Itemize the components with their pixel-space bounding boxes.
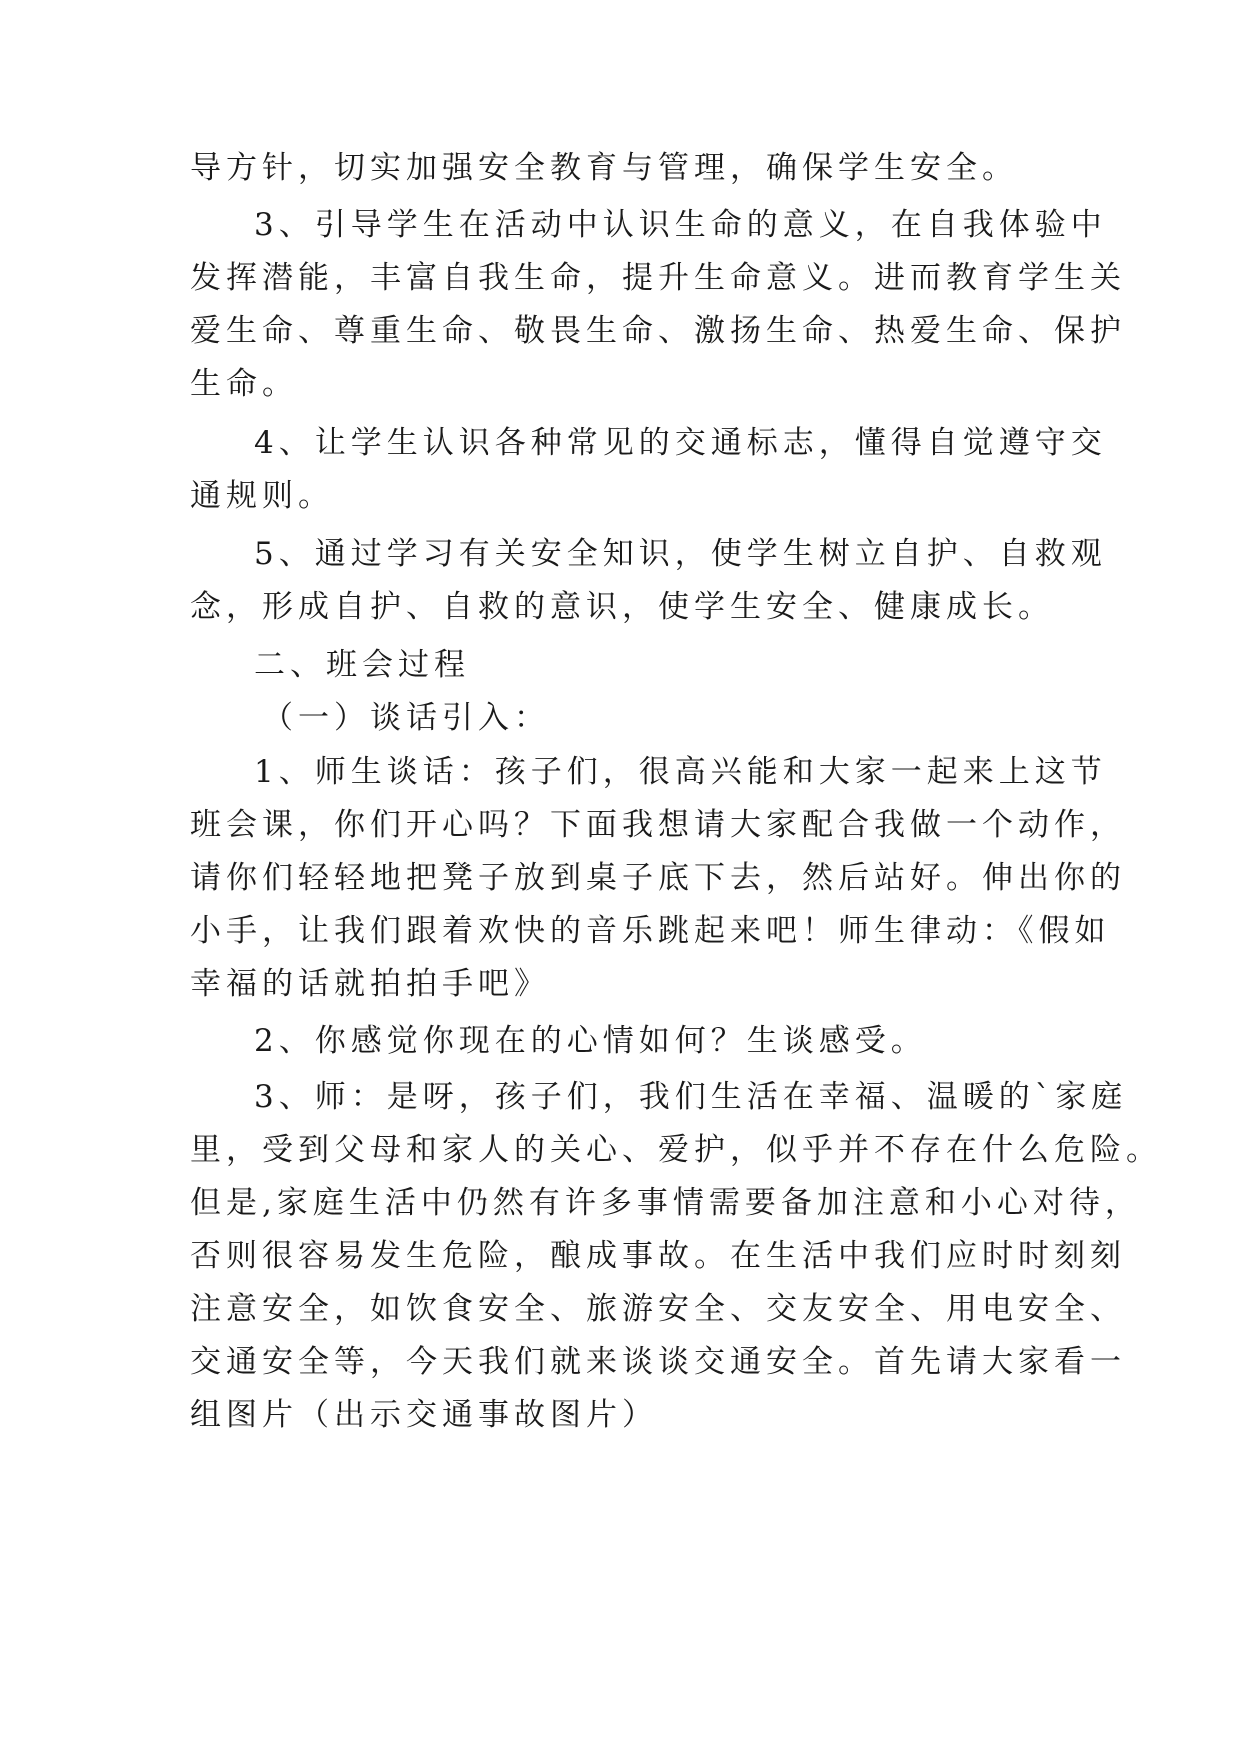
- text-line: 3、师：是呀，孩子们，我们生活在幸福、温暖的`家庭: [254, 1079, 1128, 1115]
- text-line: 注意安全，如饮食安全、旅游安全、交友安全、用电安全、: [190, 1291, 1126, 1327]
- text-line: 里，受到父母和家人的关心、爱护，似乎并不存在什么危险。: [190, 1132, 1162, 1168]
- text-line: 小手，让我们跟着欢快的音乐跳起来吧！师生律动：《假如: [190, 913, 1111, 949]
- text-line: 通规则。: [190, 478, 334, 514]
- text-line: 1、师生谈话：孩子们，很高兴能和大家一起来上这节: [254, 754, 1107, 790]
- text-line: 幸福的话就拍拍手吧》: [190, 966, 550, 1002]
- section-heading: 二、班会过程: [254, 647, 470, 683]
- subsection-heading: （一）谈话引入：: [262, 700, 550, 736]
- text-line: 交通安全等，今天我们就来谈谈交通安全。首先请大家看一: [190, 1344, 1126, 1380]
- text-line: 生命。: [190, 366, 298, 402]
- text-line: 爱生命、尊重生命、敬畏生命、激扬生命、热爱生命、保护: [190, 313, 1126, 349]
- text-line: 导方针，切实加强安全教育与管理，确保学生安全。: [190, 150, 1018, 186]
- text-line: 班会课，你们开心吗？下面我想请大家配合我做一个动作，: [190, 807, 1126, 843]
- text-line: 念，形成自护、自救的意识，使学生安全、健康成长。: [190, 589, 1054, 625]
- text-line: 请你们轻轻地把凳子放到桌子底下去，然后站好。伸出你的: [190, 860, 1126, 896]
- text-line: 否则很容易发生危险，酿成事故。在生活中我们应时时刻刻: [190, 1238, 1126, 1274]
- text-line: 4、让学生认识各种常见的交通标志，懂得自觉遵守交: [254, 425, 1107, 461]
- text-line: 组图片（出示交通事故图片）: [190, 1397, 658, 1433]
- text-line: 2、你感觉你现在的心情如何？生谈感受。: [254, 1023, 927, 1059]
- text-line: 5、通过学习有关安全知识，使学生树立自护、自救观: [254, 536, 1107, 572]
- text-line: 3、引导学生在活动中认识生命的意义，在自我体验中: [254, 207, 1107, 243]
- text-line: 发挥潜能，丰富自我生命，提升生命意义。进而教育学生关: [190, 260, 1126, 296]
- text-line: 但是,家庭生活中仍然有许多事情需要备加注意和小心对待，: [190, 1185, 1141, 1221]
